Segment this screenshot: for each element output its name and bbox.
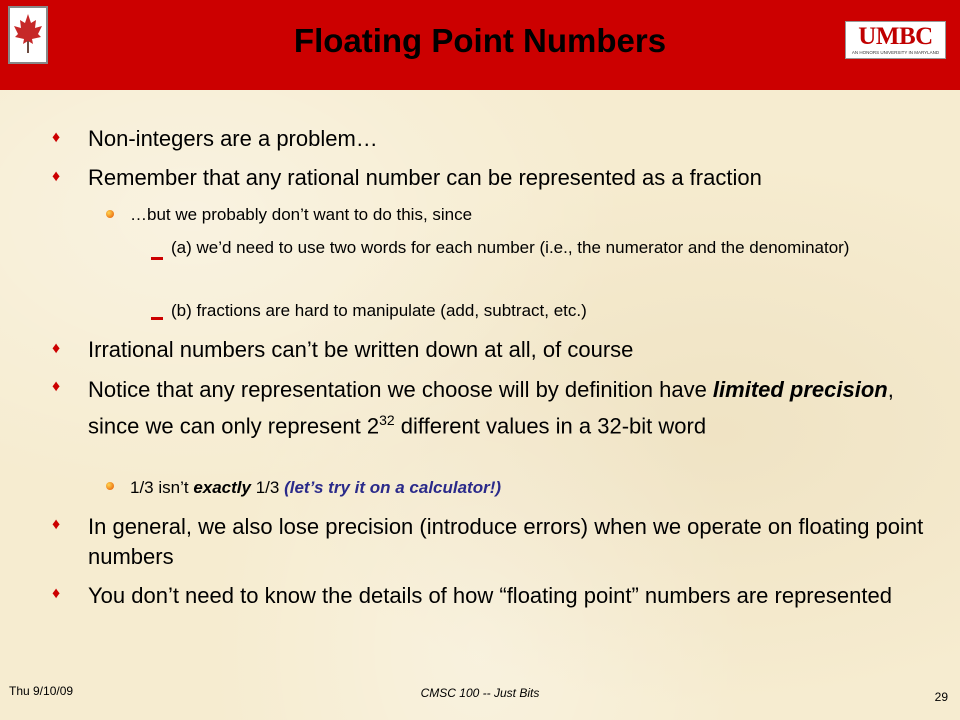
bullet-limited-precision [88,374,943,441]
page-title: Floating Point Numbers [293,22,667,59]
logo-text: UMBC [858,23,933,50]
dash-bullet-icon [151,317,163,320]
sub-sub-bullet-a: (a) we’d need to use two words for each number (i.e., the numerator and the denominator) [171,238,850,257]
diamond-bullet-icon: ♦ [52,129,61,146]
page-number: 29 [934,690,948,704]
b4s-part2: 1/3 [250,478,285,497]
b4s-emphasis: exactly [193,478,251,497]
diamond-bullet-icon: ♦ [52,516,61,533]
diamond-bullet-icon: ♦ [52,340,61,357]
b4s-calculator-note: (let’s try it on a calculator!) [284,478,502,497]
b4-part1: Notice that any representation we choose will by definition have [88,377,713,402]
dot-bullet-icon [106,210,114,218]
bullet-non-integers: Non-integers are a problem… [88,126,378,151]
bullet-details: You don’t need to know the details of how “floating point” numbers are represented [88,583,892,608]
bullet-rational-fraction: Remember that any rational number can be represented as a fraction [88,165,762,190]
diamond-bullet-icon: ♦ [52,378,61,395]
logo-subtext: AN HONORS UNIVERSITY IN MARYLAND [851,50,940,55]
bullet-lose-precision: In general, we also lose precision (introduce errors) when we operate on floating point numbers [88,514,924,569]
sub-sub-bullet-b: (b) fractions are hard to manipulate (add, subtract, etc.) [171,301,587,320]
b4-superscript: 32 [379,412,395,428]
b4-part2: , since we can only represent 2 [88,377,894,439]
b4s-part1: 1/3 isn’t [130,478,194,497]
dot-bullet-icon [106,482,114,490]
b4-part3: different values in a 32-bit word [394,413,707,439]
diamond-bullet-icon: ♦ [52,585,61,602]
footer-date: Thu 9/10/09 [9,684,74,698]
umbc-logo [845,21,946,59]
footer-course: CMSC 100 -- Just Bits [420,686,540,700]
sub-bullet-one-third [130,477,930,498]
b4-emphasis: limited precision [712,377,888,402]
diamond-bullet-icon: ♦ [52,168,61,185]
dash-bullet-icon [151,257,163,260]
bullet-irrational: Irrational numbers can’t be written down at all, of course [88,337,634,362]
sub-bullet-but: …but we probably don’t want to do this, since [130,205,473,224]
